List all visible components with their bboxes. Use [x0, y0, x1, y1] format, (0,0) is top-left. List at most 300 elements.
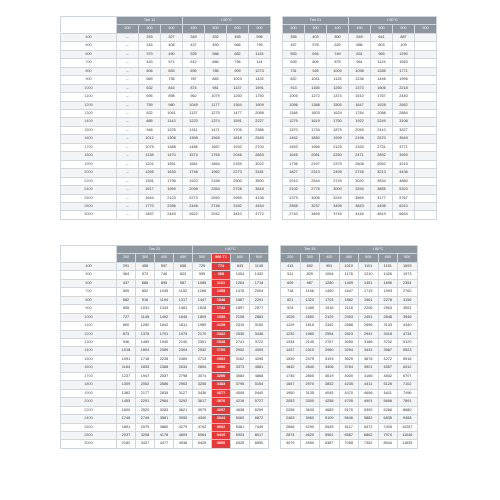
column-gap	[271, 194, 283, 202]
column-gap	[269, 313, 281, 321]
table-cell: 3327	[393, 126, 415, 134]
row-length: 1600	[61, 364, 117, 372]
column-gap	[269, 415, 281, 423]
table-cell: 822	[139, 109, 161, 117]
table-cell: 6266	[378, 406, 398, 414]
table-cell: 809	[305, 59, 327, 67]
table-cell: 1624	[327, 109, 349, 117]
table-cell: 1864	[205, 160, 227, 168]
row-length: 1300	[61, 109, 117, 117]
table-cell: 1373	[349, 84, 371, 92]
table-cell: –	[117, 186, 139, 194]
table-row	[61, 202, 437, 210]
table-row	[61, 440, 418, 448]
table-cell: 1446	[371, 76, 393, 84]
table-cell: 1031	[136, 305, 155, 313]
table-cell: 1462	[283, 135, 305, 143]
table-cell: 2125	[327, 143, 349, 151]
table-row	[61, 338, 418, 346]
table-cell: 2713	[193, 355, 212, 363]
table-cell: 7974	[378, 431, 398, 439]
table-cell: 3294	[339, 347, 359, 355]
table-cell: 7352	[359, 440, 379, 448]
table-cell: 2608	[349, 160, 371, 168]
table-cell: 2577	[250, 305, 269, 313]
table-cell: 2278	[378, 296, 398, 304]
table-cell: 1075	[139, 143, 161, 151]
table-cell: 1705	[227, 126, 249, 134]
table-cell: 1489	[136, 338, 155, 346]
table-cell: 1391	[139, 177, 161, 185]
table-cell: 3749	[327, 211, 349, 219]
table-cell: 6387	[320, 440, 340, 448]
table-cell: 3795	[231, 381, 250, 389]
row-length: 2000	[61, 169, 117, 177]
column-header: 900	[415, 25, 437, 33]
table-cell: 349	[183, 33, 205, 41]
column-gap	[271, 211, 283, 219]
table-row	[61, 364, 418, 372]
table-cell: 2068	[249, 109, 271, 117]
table-cell: 796	[227, 59, 249, 67]
table-cell: 1796	[161, 177, 183, 185]
table-cell: 2984	[155, 398, 174, 406]
table-cell: 2059	[349, 126, 371, 134]
column-header: 900	[398, 254, 418, 262]
table-cell: 3059	[339, 338, 359, 346]
table-cell: 1897	[139, 211, 161, 219]
table-cell: 1574	[183, 152, 205, 160]
table-cell: 3993	[393, 152, 415, 160]
table-cell: 11046	[398, 431, 418, 439]
column-header: 600	[378, 254, 398, 262]
table-cell: 3818	[249, 186, 271, 194]
table-cell: 525	[183, 50, 205, 58]
table-cell: 795	[249, 42, 271, 50]
table-cell: 951	[320, 262, 340, 270]
column-header: 400	[327, 25, 349, 33]
table-cell: 981	[205, 84, 227, 92]
table-row	[61, 355, 418, 363]
column-gap	[271, 42, 283, 50]
table-cell: 2053	[281, 398, 301, 406]
table-cell: 1054	[231, 271, 250, 279]
table-cell: –	[117, 160, 139, 168]
table-cell: 509	[117, 288, 136, 296]
table-cell: 569	[139, 76, 161, 84]
table-cell: 1455	[117, 398, 136, 406]
table-cell: 2762	[398, 288, 418, 296]
table-cell-empty	[415, 211, 437, 219]
table-cell: 1398	[183, 135, 205, 143]
table-cell-empty	[415, 177, 437, 185]
table-cell: 1959	[161, 186, 183, 194]
table-cell-empty	[415, 126, 437, 134]
table-cell: 3096	[212, 364, 231, 372]
table-cell: 898	[161, 93, 183, 101]
table-cell: 787	[183, 76, 205, 84]
table-cell: 1827	[283, 169, 305, 177]
table-cell: 686	[205, 59, 227, 67]
table-cell: 4557	[378, 364, 398, 372]
table-cell: 1290	[393, 50, 415, 58]
table-cell: 1591	[227, 118, 249, 126]
column-gap	[269, 330, 281, 338]
table-cell: 8017	[250, 431, 269, 439]
table-cell: 8590	[250, 440, 269, 448]
table-row	[61, 50, 437, 58]
table-cell: 5060	[231, 415, 250, 423]
table-cell: 4638	[231, 406, 250, 414]
table-cell: 4136	[249, 194, 271, 202]
table-cell: 3431	[359, 347, 379, 355]
table-cell: 2475	[300, 355, 320, 363]
table-cell: 2970	[300, 381, 320, 389]
table-cell: 1223	[183, 118, 205, 126]
table-cell: 1437	[281, 347, 301, 355]
table-row	[61, 59, 437, 67]
table-cell: 291	[117, 262, 136, 270]
column-gap	[271, 126, 283, 134]
table-cell: 1923	[183, 177, 205, 185]
table-cell: 2634	[174, 364, 193, 372]
table-row	[61, 109, 437, 117]
table-cell: 2089	[155, 347, 174, 355]
table-cell: 987	[300, 279, 320, 287]
table-cell: 1264	[231, 279, 250, 287]
column-gap	[271, 160, 283, 168]
table-cell: 1018	[117, 347, 136, 355]
table-cell: 1715	[359, 288, 379, 296]
table-cell: 1628	[193, 305, 212, 313]
table-cell: 1388	[305, 101, 327, 109]
table-cell: 3436	[193, 389, 212, 397]
table-cell: 1897	[231, 305, 250, 313]
table-cell: 2451	[359, 313, 379, 321]
column-gap	[269, 372, 281, 380]
table-cell: 4901	[359, 398, 379, 406]
table-cell: 5696	[378, 398, 398, 406]
table-cell: 1370	[283, 126, 305, 134]
table-cell: 653	[161, 67, 183, 75]
table-cell: 1593	[398, 262, 418, 270]
row-length: 2800	[61, 431, 117, 439]
table-cell: 4118	[349, 211, 371, 219]
table-cell: 686	[349, 42, 371, 50]
row-length: 600	[61, 279, 117, 287]
table-cell: 3436	[250, 330, 269, 338]
column-header: 900	[249, 25, 271, 33]
row-length: 1400	[61, 118, 117, 126]
table-cell: 3193	[320, 355, 340, 363]
table-cell: 2805	[300, 372, 320, 380]
table-cell: 1847	[281, 381, 301, 389]
table-cell-empty	[415, 194, 437, 202]
table-cell: 2145	[300, 338, 320, 346]
table-cell: 718	[281, 288, 301, 296]
column-header: 400	[161, 25, 183, 33]
row-length: 800	[61, 67, 117, 75]
table-cell: 3702	[378, 338, 398, 346]
table-cell: 1993	[378, 288, 398, 296]
table-cell: 873	[117, 330, 136, 338]
column-header: 200	[117, 25, 139, 33]
table-cell: 5523	[398, 347, 418, 355]
table-cell: 1742	[212, 305, 231, 313]
table-cell: 1633	[161, 169, 183, 177]
table-cell-empty	[415, 50, 437, 58]
table-cell: 4340	[398, 322, 418, 330]
table-cell: 450	[205, 42, 227, 50]
table-cell: 1935	[212, 313, 231, 321]
table-cell: 1553	[393, 59, 415, 67]
column-gap	[269, 440, 281, 448]
table-cell: 1750	[249, 93, 271, 101]
table-cell: 2952	[231, 347, 250, 355]
table-cell: 573	[136, 271, 155, 279]
table-cell: 1748	[183, 169, 205, 177]
table-cell: 1137	[227, 84, 249, 92]
table-cell: 2182	[117, 440, 136, 448]
table-cell: 1115	[249, 50, 271, 58]
column-gap	[271, 135, 283, 143]
table-row	[61, 262, 418, 270]
table-cell: 7405	[378, 423, 398, 431]
column-gap	[271, 33, 283, 41]
table-cell: 3551	[398, 305, 418, 313]
row-length: 2800	[61, 202, 117, 210]
table-cell: 1891	[117, 423, 136, 431]
row-length: 800	[61, 296, 117, 304]
row-length: 400	[61, 262, 117, 270]
table-cell: 1642	[155, 322, 174, 330]
table-cell: 2622	[183, 211, 205, 219]
temp-left-heading: t 60°C	[183, 17, 271, 25]
table-row	[61, 211, 437, 219]
table-cell: 2532	[193, 347, 212, 355]
table-row	[61, 279, 418, 287]
column-header: 500 T1	[212, 254, 231, 262]
table-cell: 1718	[136, 355, 155, 363]
table-cell: 571	[161, 59, 183, 67]
table-cell: 2463	[281, 415, 301, 423]
table-cell: 1334	[281, 338, 301, 346]
table-cell: 408	[161, 42, 183, 50]
column-gap	[271, 177, 283, 185]
table-cell: 731	[283, 67, 305, 75]
table-cell: 2696	[359, 322, 379, 330]
column-header: 400	[155, 254, 174, 262]
table-cell: 3213	[371, 169, 393, 177]
table-cell: 1815	[300, 322, 320, 330]
table-cell: 1492	[155, 313, 174, 321]
table-cell: 831	[349, 50, 371, 58]
table-cell: 1156	[300, 288, 320, 296]
table-cell: 1606	[371, 84, 393, 92]
table-cell: 4702	[193, 423, 212, 431]
table-cell: 2955	[227, 194, 249, 202]
column-gap	[269, 355, 281, 363]
column-gap	[271, 25, 283, 33]
table-cell: 1765	[205, 152, 227, 160]
table-cell: 1503	[305, 109, 327, 117]
table-cell: 6325	[231, 440, 250, 448]
table-cell-empty	[415, 84, 437, 92]
table-cell: –	[117, 67, 139, 75]
table-cell: 1476	[231, 288, 250, 296]
table-row	[61, 330, 418, 338]
table-cell: 658	[174, 262, 193, 270]
row-length: 1900	[61, 389, 117, 397]
table-row	[61, 93, 437, 101]
row-length: 1300	[61, 338, 117, 346]
table-cell: 1548	[212, 296, 231, 304]
table-cell: 3283	[155, 406, 174, 414]
table-cell: 5032	[212, 423, 231, 431]
table-cell: 6654	[393, 211, 415, 219]
table-cell: 875	[327, 59, 349, 67]
table-cell: 3300	[300, 398, 320, 406]
table-cell: 887	[393, 33, 415, 41]
table-cell: 2088	[371, 109, 393, 117]
table-cell: 8680	[398, 406, 418, 414]
column-gap	[269, 406, 281, 414]
table-cell: 2375	[327, 160, 349, 168]
column-gap	[271, 118, 283, 126]
table-cell: 1364	[227, 101, 249, 109]
table-cell: 2570	[371, 135, 393, 143]
table-cell: 2545	[249, 135, 271, 143]
table-cell: 2249	[371, 118, 393, 126]
table-row	[61, 143, 437, 151]
table-cell: 1145	[136, 313, 155, 321]
table-cell: 1818	[227, 135, 249, 143]
table-cell: 4235	[339, 381, 359, 389]
column-gap	[269, 322, 281, 330]
table-cell: 1266	[193, 288, 212, 296]
table-cell: –	[117, 152, 139, 160]
column-header: 300	[139, 25, 161, 33]
table-cell: 114	[249, 59, 271, 67]
table-cell: 4257	[212, 406, 231, 414]
column-gap	[269, 271, 281, 279]
table-cell: 6707	[398, 372, 418, 380]
table-cell: 1145	[250, 262, 269, 270]
table-cell: 1490	[320, 288, 340, 296]
table-cell: 3074	[193, 372, 212, 380]
table-cell: 1061	[161, 109, 183, 117]
column-gap	[271, 143, 283, 151]
table-cell-empty	[415, 186, 437, 194]
table-cell: 1696	[378, 279, 398, 287]
table-cell: 1875	[327, 126, 349, 134]
table-cell: 2686	[155, 381, 174, 389]
column-header: 450	[174, 254, 193, 262]
table-cell: 1750	[327, 118, 349, 126]
table-cell: 3534	[371, 177, 393, 185]
type-left-label: Тип 22	[148, 247, 161, 251]
table-cell: 2286	[161, 202, 183, 210]
table-cell: 1426	[378, 271, 398, 279]
table-cell: 7445	[250, 423, 269, 431]
table-cell: 1481	[174, 305, 193, 313]
table-cell: 625	[327, 42, 349, 50]
table-row	[61, 76, 437, 84]
table-cell: 925	[305, 67, 327, 75]
table-cell: 413	[281, 262, 301, 270]
table-cell: 1591	[249, 84, 271, 92]
table-cell: 4411	[359, 381, 379, 389]
table-cell: 2449	[161, 211, 183, 219]
table-cell: 4166	[359, 372, 379, 380]
column-gap	[269, 389, 281, 397]
table-cell: 1767	[371, 93, 393, 101]
table-cell: 2250	[327, 152, 349, 160]
table-cell: 2197	[305, 160, 327, 168]
row-length: 2400	[61, 186, 117, 194]
row-length: 1700	[61, 143, 117, 151]
table-cell: 1940	[155, 338, 174, 346]
row-length: 1100	[61, 93, 117, 101]
table-cell: 2741	[231, 338, 250, 346]
table-cell: 6372	[359, 423, 379, 431]
table-cell: 3186	[359, 338, 379, 346]
table-cell: 1646	[174, 313, 193, 321]
table-cell: 4644	[212, 415, 231, 423]
table-cell: 1973	[398, 271, 418, 279]
table-cell: 3771	[393, 143, 415, 151]
table-cell: 2410	[371, 126, 393, 134]
table-cell: 759	[139, 101, 161, 109]
table-cell: 1975	[174, 330, 193, 338]
table-cell-empty	[415, 118, 437, 126]
table-cell: 4938	[174, 440, 193, 448]
table-cell: 3020	[349, 177, 371, 185]
table-cell: 568	[227, 42, 249, 50]
table-cell: 694	[305, 50, 327, 58]
table-cell: 5961	[320, 431, 340, 439]
row-length: 700	[61, 59, 117, 67]
row-length: 1900	[61, 160, 117, 168]
table-cell-empty	[415, 101, 437, 109]
table-cell: 2129	[320, 313, 340, 321]
table-cell: 1771	[393, 67, 415, 75]
table-cell: 4436	[393, 169, 415, 177]
table-cell: 1432	[250, 271, 269, 279]
table-cell: 327	[161, 33, 183, 41]
table-cell: 4880	[393, 177, 415, 185]
table-cell: 5419	[212, 431, 231, 439]
table-cell: 2530	[231, 330, 250, 338]
table-cell: 948	[139, 126, 161, 134]
table-cell: 987	[174, 279, 193, 287]
table-cell: 725	[193, 262, 212, 270]
table-cell: 4581	[250, 364, 269, 372]
table-cell: 1041	[305, 76, 327, 84]
table-cell: 4734	[398, 330, 418, 338]
table-cell-empty	[415, 42, 437, 50]
table-cell: 2499	[327, 169, 349, 177]
table-cell: 4498	[371, 202, 393, 210]
table-cell: 3584	[231, 372, 250, 380]
table-cell: 4258	[320, 398, 340, 406]
table-cell: 364	[117, 271, 136, 279]
table-cell: 3722	[250, 338, 269, 346]
table-cell: 1260	[136, 322, 155, 330]
table-cell: 1645	[283, 152, 305, 160]
table-row	[61, 423, 418, 431]
table-cell: 1143	[161, 118, 183, 126]
